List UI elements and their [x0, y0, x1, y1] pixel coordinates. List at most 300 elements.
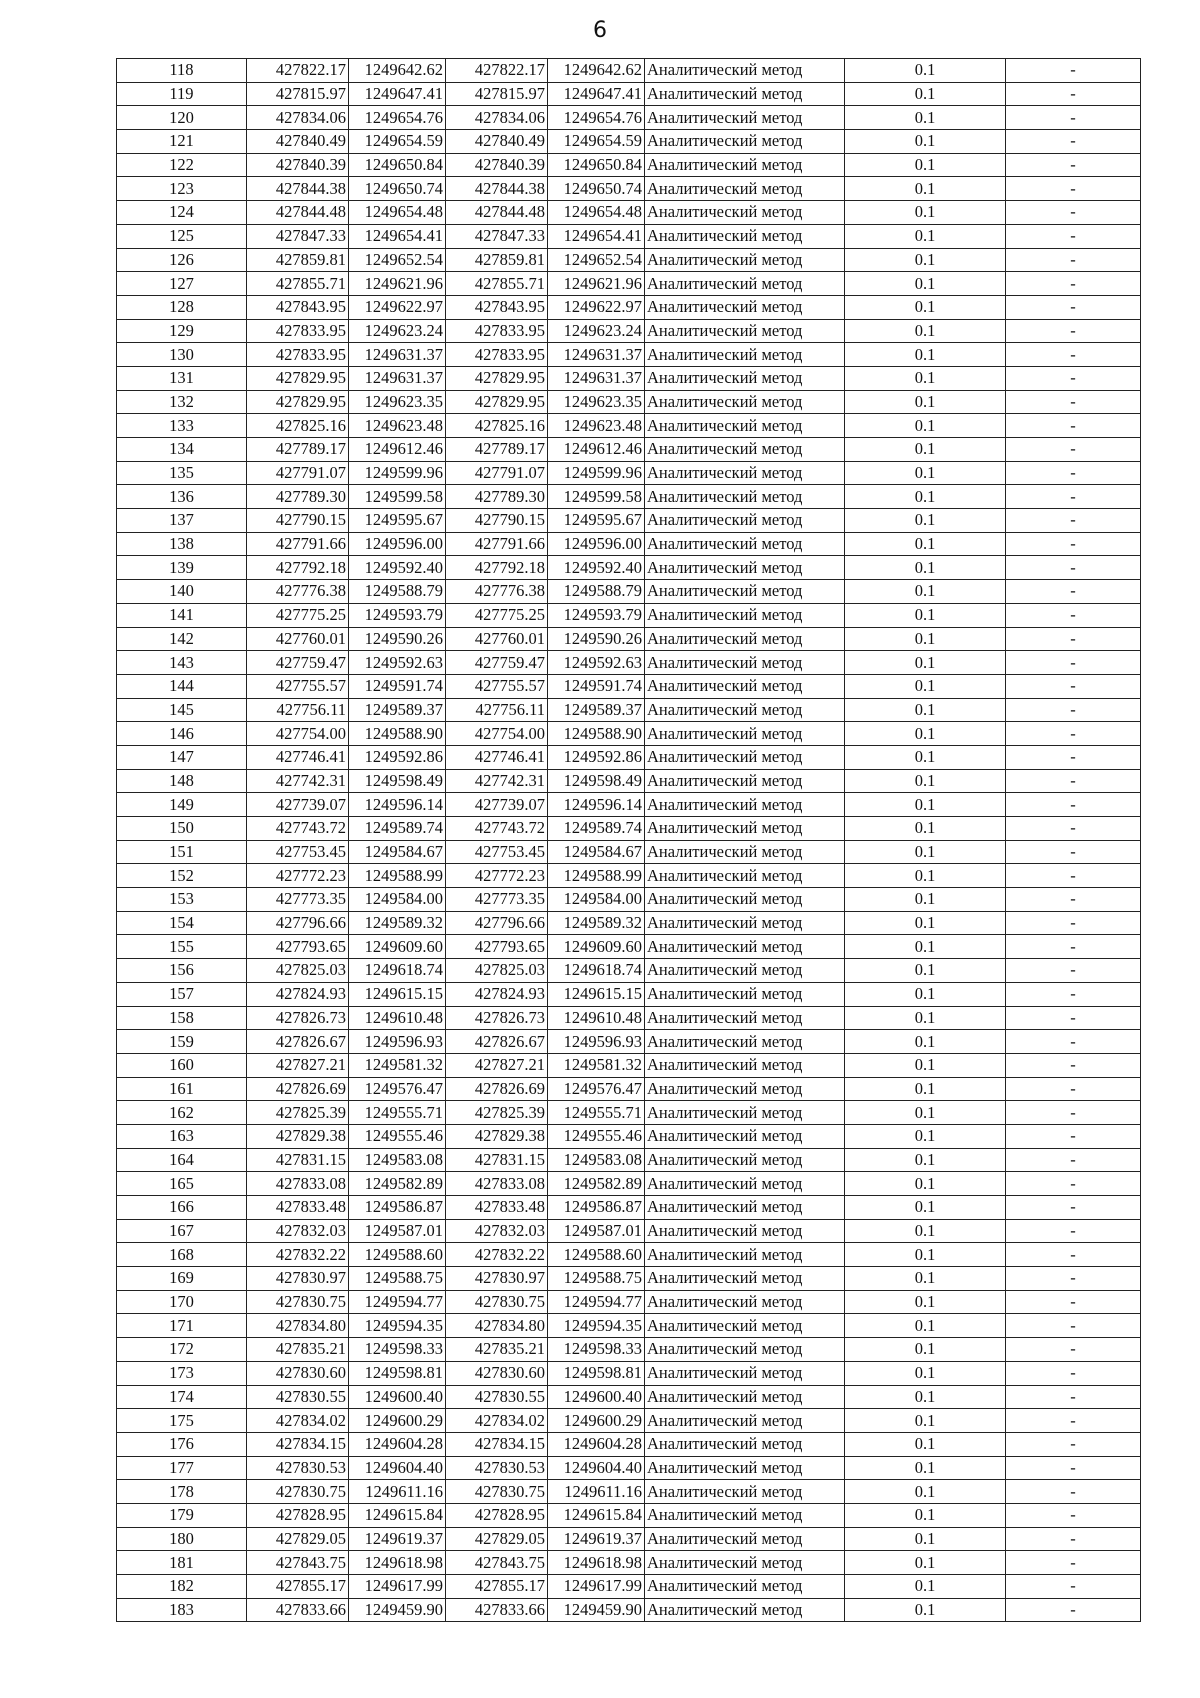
x-new-cell: 427739.07	[446, 793, 548, 817]
table-row	[117, 911, 1141, 935]
table-row	[117, 817, 1141, 841]
y-old-cell: 1249654.48	[349, 201, 446, 225]
y-new-cell: 1249611.16	[548, 1480, 645, 1504]
method-cell: Аналитический метод	[645, 1267, 845, 1291]
note-cell: -	[1006, 59, 1141, 83]
x-old-cell: 427826.67	[247, 1030, 349, 1054]
note-cell: -	[1006, 438, 1141, 462]
y-old-cell: 1249615.84	[349, 1503, 446, 1527]
x-new-cell: 427833.95	[446, 319, 548, 343]
x-old-cell: 427759.47	[247, 651, 349, 675]
y-old-cell: 1249459.90	[349, 1598, 446, 1622]
x-new-cell: 427789.30	[446, 485, 548, 509]
note-cell: -	[1006, 1172, 1141, 1196]
x-new-cell: 427833.95	[446, 343, 548, 367]
y-new-cell: 1249586.87	[548, 1196, 645, 1220]
accuracy-cell: 0.1	[845, 817, 1006, 841]
y-new-cell: 1249604.28	[548, 1432, 645, 1456]
y-new-cell: 1249619.37	[548, 1527, 645, 1551]
y-new-cell: 1249617.99	[548, 1575, 645, 1599]
method-cell: Аналитический метод	[645, 580, 845, 604]
accuracy-cell: 0.1	[845, 603, 1006, 627]
method-cell: Аналитический метод	[645, 1219, 845, 1243]
x-new-cell: 427793.65	[446, 935, 548, 959]
x-new-cell: 427772.23	[446, 864, 548, 888]
x-old-cell: 427796.66	[247, 911, 349, 935]
note-cell: -	[1006, 1030, 1141, 1054]
note-cell: -	[1006, 603, 1141, 627]
point-number-cell: 119	[117, 82, 247, 106]
y-old-cell: 1249588.90	[349, 722, 446, 746]
note-cell: -	[1006, 1314, 1141, 1338]
x-new-cell: 427855.71	[446, 272, 548, 296]
table-row	[117, 1101, 1141, 1125]
x-old-cell: 427834.15	[247, 1432, 349, 1456]
y-old-cell: 1249586.87	[349, 1196, 446, 1220]
accuracy-cell: 0.1	[845, 1053, 1006, 1077]
note-cell: -	[1006, 224, 1141, 248]
note-cell: -	[1006, 414, 1141, 438]
table-row	[117, 959, 1141, 983]
table-row	[117, 556, 1141, 580]
point-number-cell: 167	[117, 1219, 247, 1243]
x-old-cell: 427825.39	[247, 1101, 349, 1125]
x-old-cell: 427791.66	[247, 532, 349, 556]
y-old-cell: 1249589.32	[349, 911, 446, 935]
y-old-cell: 1249576.47	[349, 1077, 446, 1101]
table-row	[117, 1527, 1141, 1551]
y-new-cell: 1249598.81	[548, 1361, 645, 1385]
x-new-cell: 427773.35	[446, 888, 548, 912]
accuracy-cell: 0.1	[845, 1196, 1006, 1220]
accuracy-cell: 0.1	[845, 959, 1006, 983]
x-old-cell: 427792.18	[247, 556, 349, 580]
y-old-cell: 1249594.77	[349, 1290, 446, 1314]
method-cell: Аналитический метод	[645, 1077, 845, 1101]
y-old-cell: 1249642.62	[349, 59, 446, 83]
x-old-cell: 427829.95	[247, 366, 349, 390]
y-old-cell: 1249600.40	[349, 1385, 446, 1409]
x-old-cell: 427840.39	[247, 153, 349, 177]
x-new-cell: 427829.05	[446, 1527, 548, 1551]
y-old-cell: 1249589.74	[349, 817, 446, 841]
method-cell: Аналитический метод	[645, 201, 845, 225]
y-old-cell: 1249604.28	[349, 1432, 446, 1456]
note-cell: -	[1006, 698, 1141, 722]
accuracy-cell: 0.1	[845, 1527, 1006, 1551]
accuracy-cell: 0.1	[845, 864, 1006, 888]
x-new-cell: 427835.21	[446, 1338, 548, 1362]
note-cell: -	[1006, 319, 1141, 343]
note-cell: -	[1006, 390, 1141, 414]
table-row	[117, 366, 1141, 390]
x-new-cell: 427791.07	[446, 461, 548, 485]
point-number-cell: 156	[117, 959, 247, 983]
x-old-cell: 427825.16	[247, 414, 349, 438]
table-row	[117, 1361, 1141, 1385]
accuracy-cell: 0.1	[845, 888, 1006, 912]
point-number-cell: 153	[117, 888, 247, 912]
x-new-cell: 427753.45	[446, 840, 548, 864]
point-number-cell: 151	[117, 840, 247, 864]
y-old-cell: 1249588.75	[349, 1267, 446, 1291]
method-cell: Аналитический метод	[645, 1480, 845, 1504]
point-number-cell: 125	[117, 224, 247, 248]
y-new-cell: 1249592.86	[548, 745, 645, 769]
method-cell: Аналитический метод	[645, 59, 845, 83]
point-number-cell: 147	[117, 745, 247, 769]
note-cell: -	[1006, 1409, 1141, 1433]
method-cell: Аналитический метод	[645, 1243, 845, 1267]
x-new-cell: 427834.06	[446, 106, 548, 130]
point-number-cell: 160	[117, 1053, 247, 1077]
table-row	[117, 1124, 1141, 1148]
x-old-cell: 427833.66	[247, 1598, 349, 1622]
note-cell: -	[1006, 1503, 1141, 1527]
x-new-cell: 427833.48	[446, 1196, 548, 1220]
x-new-cell: 427834.02	[446, 1409, 548, 1433]
point-number-cell: 181	[117, 1551, 247, 1575]
note-cell: -	[1006, 1053, 1141, 1077]
note-cell: -	[1006, 461, 1141, 485]
table-row	[117, 722, 1141, 746]
table-row	[117, 1267, 1141, 1291]
accuracy-cell: 0.1	[845, 1219, 1006, 1243]
x-new-cell: 427830.55	[446, 1385, 548, 1409]
table-row	[117, 603, 1141, 627]
point-number-cell: 143	[117, 651, 247, 675]
point-number-cell: 180	[117, 1527, 247, 1551]
x-new-cell: 427746.41	[446, 745, 548, 769]
x-old-cell: 427834.80	[247, 1314, 349, 1338]
x-old-cell: 427825.03	[247, 959, 349, 983]
point-number-cell: 134	[117, 438, 247, 462]
note-cell: -	[1006, 485, 1141, 509]
x-old-cell: 427832.03	[247, 1219, 349, 1243]
x-new-cell: 427830.75	[446, 1480, 548, 1504]
x-old-cell: 427760.01	[247, 627, 349, 651]
method-cell: Аналитический метод	[645, 651, 845, 675]
method-cell: Аналитический метод	[645, 627, 845, 651]
method-cell: Аналитический метод	[645, 1432, 845, 1456]
point-number-cell: 157	[117, 982, 247, 1006]
y-new-cell: 1249654.48	[548, 201, 645, 225]
y-old-cell: 1249598.81	[349, 1361, 446, 1385]
point-number-cell: 142	[117, 627, 247, 651]
point-number-cell: 172	[117, 1338, 247, 1362]
accuracy-cell: 0.1	[845, 153, 1006, 177]
table-row	[117, 580, 1141, 604]
method-cell: Аналитический метод	[645, 556, 845, 580]
method-cell: Аналитический метод	[645, 1101, 845, 1125]
y-new-cell: 1249555.71	[548, 1101, 645, 1125]
y-old-cell: 1249595.67	[349, 509, 446, 533]
y-new-cell: 1249590.26	[548, 627, 645, 651]
table-row	[117, 769, 1141, 793]
accuracy-cell: 0.1	[845, 82, 1006, 106]
y-old-cell: 1249588.99	[349, 864, 446, 888]
table-row	[117, 935, 1141, 959]
note-cell: -	[1006, 1385, 1141, 1409]
method-cell: Аналитический метод	[645, 106, 845, 130]
x-new-cell: 427756.11	[446, 698, 548, 722]
method-cell: Аналитический метод	[645, 1385, 845, 1409]
y-old-cell: 1249611.16	[349, 1480, 446, 1504]
x-new-cell: 427776.38	[446, 580, 548, 604]
y-old-cell: 1249615.15	[349, 982, 446, 1006]
x-old-cell: 427830.97	[247, 1267, 349, 1291]
method-cell: Аналитический метод	[645, 461, 845, 485]
x-old-cell: 427828.95	[247, 1503, 349, 1527]
note-cell: -	[1006, 1527, 1141, 1551]
x-old-cell: 427793.65	[247, 935, 349, 959]
note-cell: -	[1006, 272, 1141, 296]
y-new-cell: 1249594.35	[548, 1314, 645, 1338]
point-number-cell: 174	[117, 1385, 247, 1409]
y-old-cell: 1249623.24	[349, 319, 446, 343]
accuracy-cell: 0.1	[845, 793, 1006, 817]
note-cell: -	[1006, 911, 1141, 935]
x-new-cell: 427792.18	[446, 556, 548, 580]
x-old-cell: 427754.00	[247, 722, 349, 746]
method-cell: Аналитический метод	[645, 272, 845, 296]
x-new-cell: 427755.57	[446, 674, 548, 698]
table-row	[117, 1456, 1141, 1480]
table-row	[117, 1314, 1141, 1338]
accuracy-cell: 0.1	[845, 674, 1006, 698]
accuracy-cell: 0.1	[845, 1575, 1006, 1599]
method-cell: Аналитический метод	[645, 224, 845, 248]
x-new-cell: 427742.31	[446, 769, 548, 793]
table-row	[117, 106, 1141, 130]
accuracy-cell: 0.1	[845, 1243, 1006, 1267]
method-cell: Аналитический метод	[645, 959, 845, 983]
y-old-cell: 1249622.97	[349, 295, 446, 319]
method-cell: Аналитический метод	[645, 793, 845, 817]
accuracy-cell: 0.1	[845, 745, 1006, 769]
y-new-cell: 1249615.84	[548, 1503, 645, 1527]
note-cell: -	[1006, 864, 1141, 888]
y-old-cell: 1249598.33	[349, 1338, 446, 1362]
y-new-cell: 1249600.40	[548, 1385, 645, 1409]
accuracy-cell: 0.1	[845, 224, 1006, 248]
table-row	[117, 1385, 1141, 1409]
table-row	[117, 1030, 1141, 1054]
table-row	[117, 1551, 1141, 1575]
x-new-cell: 427796.66	[446, 911, 548, 935]
y-old-cell: 1249592.63	[349, 651, 446, 675]
y-new-cell: 1249596.00	[548, 532, 645, 556]
x-old-cell: 427834.02	[247, 1409, 349, 1433]
point-number-cell: 126	[117, 248, 247, 272]
table-row	[117, 1338, 1141, 1362]
table-row	[117, 1290, 1141, 1314]
accuracy-cell: 0.1	[845, 556, 1006, 580]
x-new-cell: 427847.33	[446, 224, 548, 248]
y-new-cell: 1249588.99	[548, 864, 645, 888]
method-cell: Аналитический метод	[645, 603, 845, 627]
x-old-cell: 427830.60	[247, 1361, 349, 1385]
accuracy-cell: 0.1	[845, 1006, 1006, 1030]
y-new-cell: 1249596.93	[548, 1030, 645, 1054]
accuracy-cell: 0.1	[845, 130, 1006, 154]
y-new-cell: 1249618.74	[548, 959, 645, 983]
x-new-cell: 427834.80	[446, 1314, 548, 1338]
accuracy-cell: 0.1	[845, 248, 1006, 272]
y-old-cell: 1249596.14	[349, 793, 446, 817]
note-cell: -	[1006, 82, 1141, 106]
table-row	[117, 1196, 1141, 1220]
point-number-cell: 121	[117, 130, 247, 154]
accuracy-cell: 0.1	[845, 177, 1006, 201]
accuracy-cell: 0.1	[845, 1077, 1006, 1101]
y-old-cell: 1249584.67	[349, 840, 446, 864]
x-old-cell: 427789.17	[247, 438, 349, 462]
table-row	[117, 674, 1141, 698]
table-row	[117, 272, 1141, 296]
x-new-cell: 427791.66	[446, 532, 548, 556]
table-row	[117, 1409, 1141, 1433]
y-old-cell: 1249599.96	[349, 461, 446, 485]
y-new-cell: 1249652.54	[548, 248, 645, 272]
accuracy-cell: 0.1	[845, 201, 1006, 225]
y-new-cell: 1249587.01	[548, 1219, 645, 1243]
note-cell: -	[1006, 130, 1141, 154]
y-old-cell: 1249593.79	[349, 603, 446, 627]
method-cell: Аналитический метод	[645, 1575, 845, 1599]
x-new-cell: 427829.95	[446, 366, 548, 390]
point-number-cell: 183	[117, 1598, 247, 1622]
table-row	[117, 59, 1141, 83]
table-row	[117, 1077, 1141, 1101]
y-old-cell: 1249596.00	[349, 532, 446, 556]
y-new-cell: 1249576.47	[548, 1077, 645, 1101]
point-number-cell: 168	[117, 1243, 247, 1267]
x-old-cell: 427739.07	[247, 793, 349, 817]
y-old-cell: 1249650.84	[349, 153, 446, 177]
x-old-cell: 427776.38	[247, 580, 349, 604]
method-cell: Аналитический метод	[645, 674, 845, 698]
note-cell: -	[1006, 1101, 1141, 1125]
y-new-cell: 1249589.37	[548, 698, 645, 722]
y-old-cell: 1249623.35	[349, 390, 446, 414]
accuracy-cell: 0.1	[845, 438, 1006, 462]
table-row	[117, 532, 1141, 556]
table-row	[117, 248, 1141, 272]
note-cell: -	[1006, 248, 1141, 272]
y-new-cell: 1249588.60	[548, 1243, 645, 1267]
y-old-cell: 1249609.60	[349, 935, 446, 959]
y-new-cell: 1249623.24	[548, 319, 645, 343]
table-row	[117, 461, 1141, 485]
y-old-cell: 1249583.08	[349, 1148, 446, 1172]
note-cell: -	[1006, 295, 1141, 319]
y-new-cell: 1249582.89	[548, 1172, 645, 1196]
accuracy-cell: 0.1	[845, 769, 1006, 793]
x-new-cell: 427789.17	[446, 438, 548, 462]
x-new-cell: 427829.38	[446, 1124, 548, 1148]
note-cell: -	[1006, 1290, 1141, 1314]
y-old-cell: 1249654.41	[349, 224, 446, 248]
y-new-cell: 1249612.46	[548, 438, 645, 462]
accuracy-cell: 0.1	[845, 1432, 1006, 1456]
point-number-cell: 162	[117, 1101, 247, 1125]
x-new-cell: 427859.81	[446, 248, 548, 272]
y-new-cell: 1249650.84	[548, 153, 645, 177]
table-row	[117, 201, 1141, 225]
method-cell: Аналитический метод	[645, 82, 845, 106]
table-row	[117, 840, 1141, 864]
note-cell: -	[1006, 627, 1141, 651]
x-new-cell: 427759.47	[446, 651, 548, 675]
note-cell: -	[1006, 982, 1141, 1006]
y-old-cell: 1249623.48	[349, 414, 446, 438]
table-row	[117, 1172, 1141, 1196]
y-new-cell: 1249654.76	[548, 106, 645, 130]
note-cell: -	[1006, 532, 1141, 556]
y-old-cell: 1249618.98	[349, 1551, 446, 1575]
x-old-cell: 427844.48	[247, 201, 349, 225]
accuracy-cell: 0.1	[845, 698, 1006, 722]
note-cell: -	[1006, 1148, 1141, 1172]
x-old-cell: 427832.22	[247, 1243, 349, 1267]
y-old-cell: 1249654.59	[349, 130, 446, 154]
note-cell: -	[1006, 793, 1141, 817]
accuracy-cell: 0.1	[845, 1598, 1006, 1622]
note-cell: -	[1006, 509, 1141, 533]
y-new-cell: 1249593.79	[548, 603, 645, 627]
note-cell: -	[1006, 959, 1141, 983]
x-old-cell: 427843.95	[247, 295, 349, 319]
accuracy-cell: 0.1	[845, 1148, 1006, 1172]
point-number-cell: 161	[117, 1077, 247, 1101]
point-number-cell: 164	[117, 1148, 247, 1172]
table-row	[117, 1598, 1141, 1622]
accuracy-cell: 0.1	[845, 532, 1006, 556]
note-cell: -	[1006, 1267, 1141, 1291]
y-old-cell: 1249589.37	[349, 698, 446, 722]
point-number-cell: 128	[117, 295, 247, 319]
note-cell: -	[1006, 153, 1141, 177]
method-cell: Аналитический метод	[645, 911, 845, 935]
y-new-cell: 1249584.67	[548, 840, 645, 864]
y-old-cell: 1249654.76	[349, 106, 446, 130]
method-cell: Аналитический метод	[645, 1172, 845, 1196]
accuracy-cell: 0.1	[845, 982, 1006, 1006]
point-number-cell: 123	[117, 177, 247, 201]
note-cell: -	[1006, 343, 1141, 367]
y-old-cell: 1249617.99	[349, 1575, 446, 1599]
accuracy-cell: 0.1	[845, 485, 1006, 509]
point-number-cell: 132	[117, 390, 247, 414]
note-cell: -	[1006, 1551, 1141, 1575]
x-new-cell: 427830.97	[446, 1267, 548, 1291]
accuracy-cell: 0.1	[845, 1290, 1006, 1314]
y-old-cell: 1249600.29	[349, 1409, 446, 1433]
point-number-cell: 178	[117, 1480, 247, 1504]
point-number-cell: 124	[117, 201, 247, 225]
point-number-cell: 138	[117, 532, 247, 556]
point-number-cell: 118	[117, 59, 247, 83]
method-cell: Аналитический метод	[645, 888, 845, 912]
x-new-cell: 427840.49	[446, 130, 548, 154]
table-row	[117, 1503, 1141, 1527]
point-number-cell: 150	[117, 817, 247, 841]
note-cell: -	[1006, 556, 1141, 580]
method-cell: Аналитический метод	[645, 982, 845, 1006]
x-old-cell: 427789.30	[247, 485, 349, 509]
y-new-cell: 1249604.40	[548, 1456, 645, 1480]
